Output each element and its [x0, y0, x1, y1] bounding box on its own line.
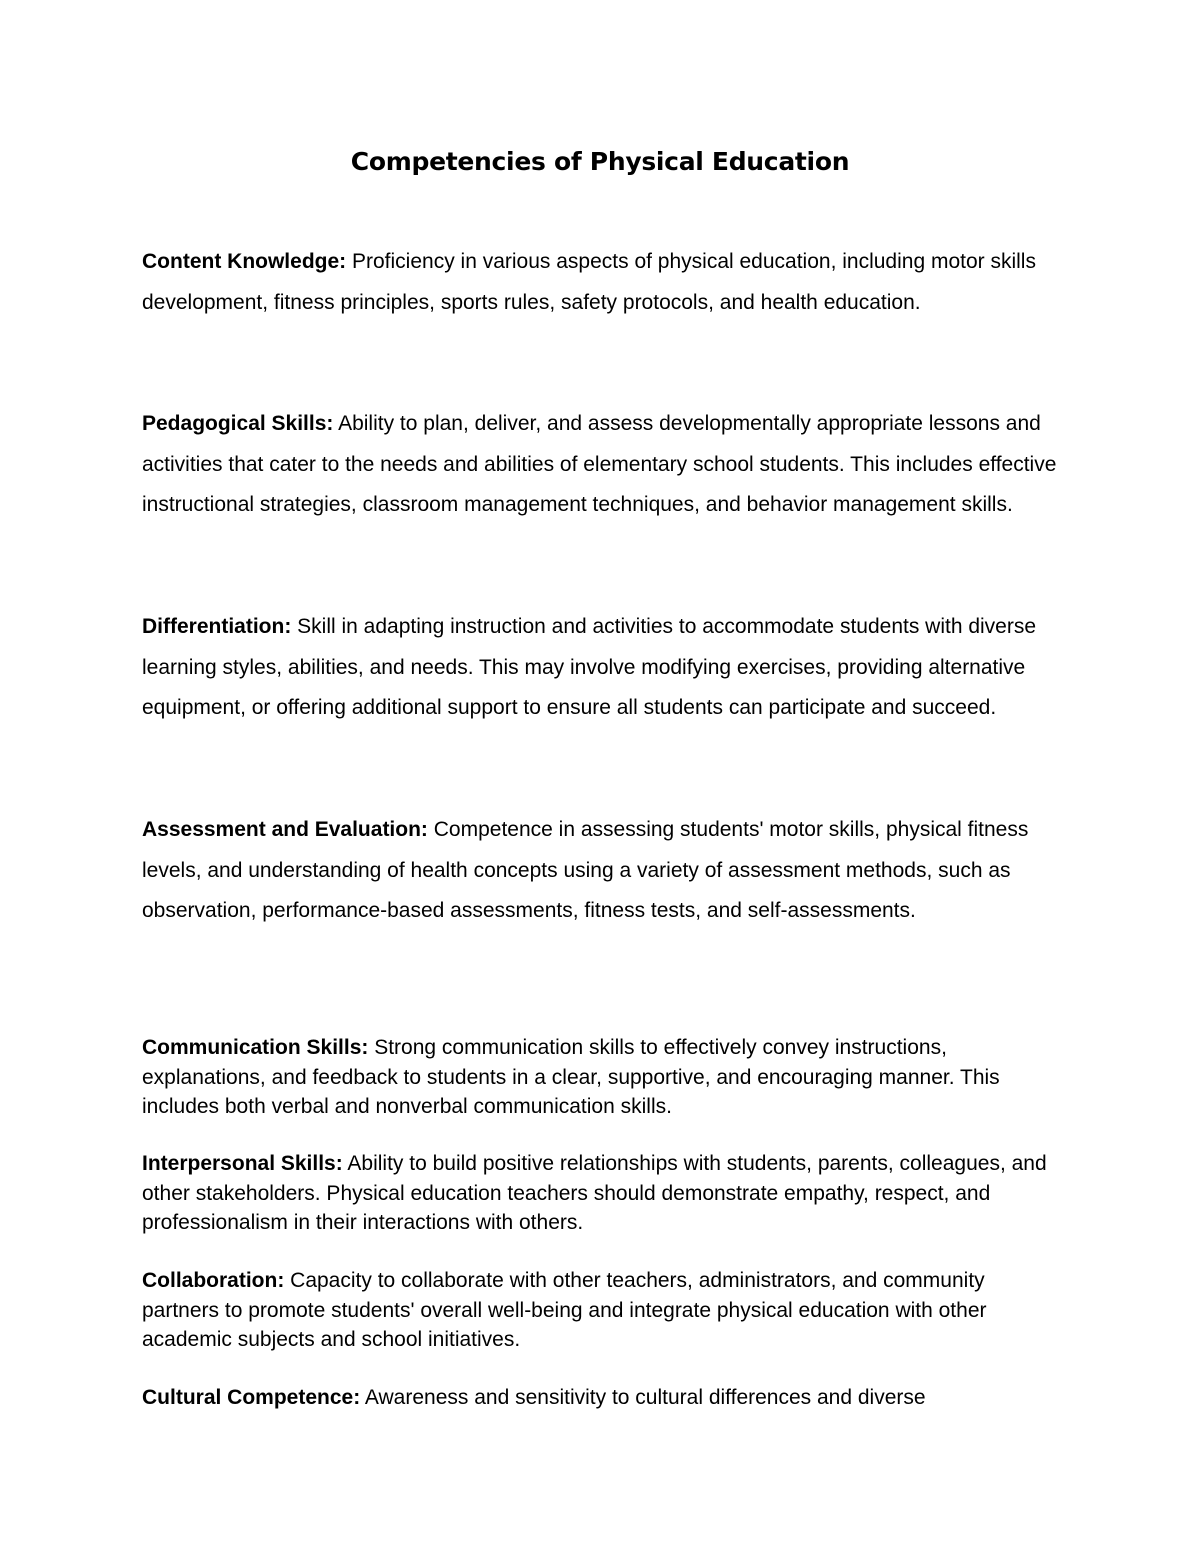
section-text: Competence in assessing students' motor skills, physical fitness levels, and understanding of health concepts using a variety of assessment methods, such as observation, performance-based assessments, fitness tests, and self-assessments. — [142, 818, 1029, 923]
section-term: Content Knowledge: — [142, 250, 347, 273]
section-text: Capacity to collaborate with other teachers, administrators, and community partners to promote students' overall well-being and integrate physical education with other academic subjects and school initiatives. — [142, 1269, 987, 1351]
section-text: Strong communication skills to effectively convey instructions, explanations, and feedback to students in a clear, supportive, and encouraging manner. This includes both verbal and nonverbal communication skills. — [142, 1036, 1000, 1118]
document-title: Competencies of Physical Education — [350, 147, 850, 176]
section-term: Pedagogical Skills: — [142, 412, 334, 435]
section-text: Ability to plan, deliver, and assess developmentally appropriate lessons and activities that cater to the needs and abilities of elementary school students. This includes effective instructional strategies, classroom management techniques, and behavior management skills. — [142, 412, 1057, 517]
section-text: Skill in adapting instruction and activities to accommodate students with diverse learning styles, abilities, and needs. This may involve modifying exercises, providing alternative equipment, or offering additional support to ensure all students can participate and succeed. — [142, 615, 1037, 720]
section-term: Differentiation: — [142, 615, 292, 638]
section-term: Collaboration: — [142, 1269, 285, 1292]
section-term: Assessment and Evaluation: — [142, 818, 428, 841]
section-assessment-evaluation — [142, 810, 1062, 932]
section-communication-skills — [142, 1033, 1062, 1122]
section-differentiation — [142, 607, 1062, 729]
section-pedagogical-skills — [142, 404, 1062, 526]
section-term: Interpersonal Skills: — [142, 1152, 343, 1175]
section-collaboration — [142, 1266, 1062, 1355]
section-interpersonal-skills — [142, 1149, 1062, 1238]
section-content-knowledge — [142, 242, 1062, 323]
section-cultural-competence — [142, 1383, 1062, 1413]
section-text: Ability to build positive relationships with students, parents, colleagues, and other stakeholders. Physical education teachers should demonstrate empathy, respect, and professionalism in their interactions with others. — [142, 1152, 1047, 1234]
section-term: Cultural Competence: — [142, 1386, 361, 1409]
section-term: Communication Skills: — [142, 1036, 369, 1059]
section-text: Awareness and sensitivity to cultural differences and diverse — [360, 1386, 926, 1409]
section-text: Proficiency in various aspects of physical education, including motor skills development, fitness principles, sports rules, safety protocols, and health education. — [142, 250, 1036, 314]
